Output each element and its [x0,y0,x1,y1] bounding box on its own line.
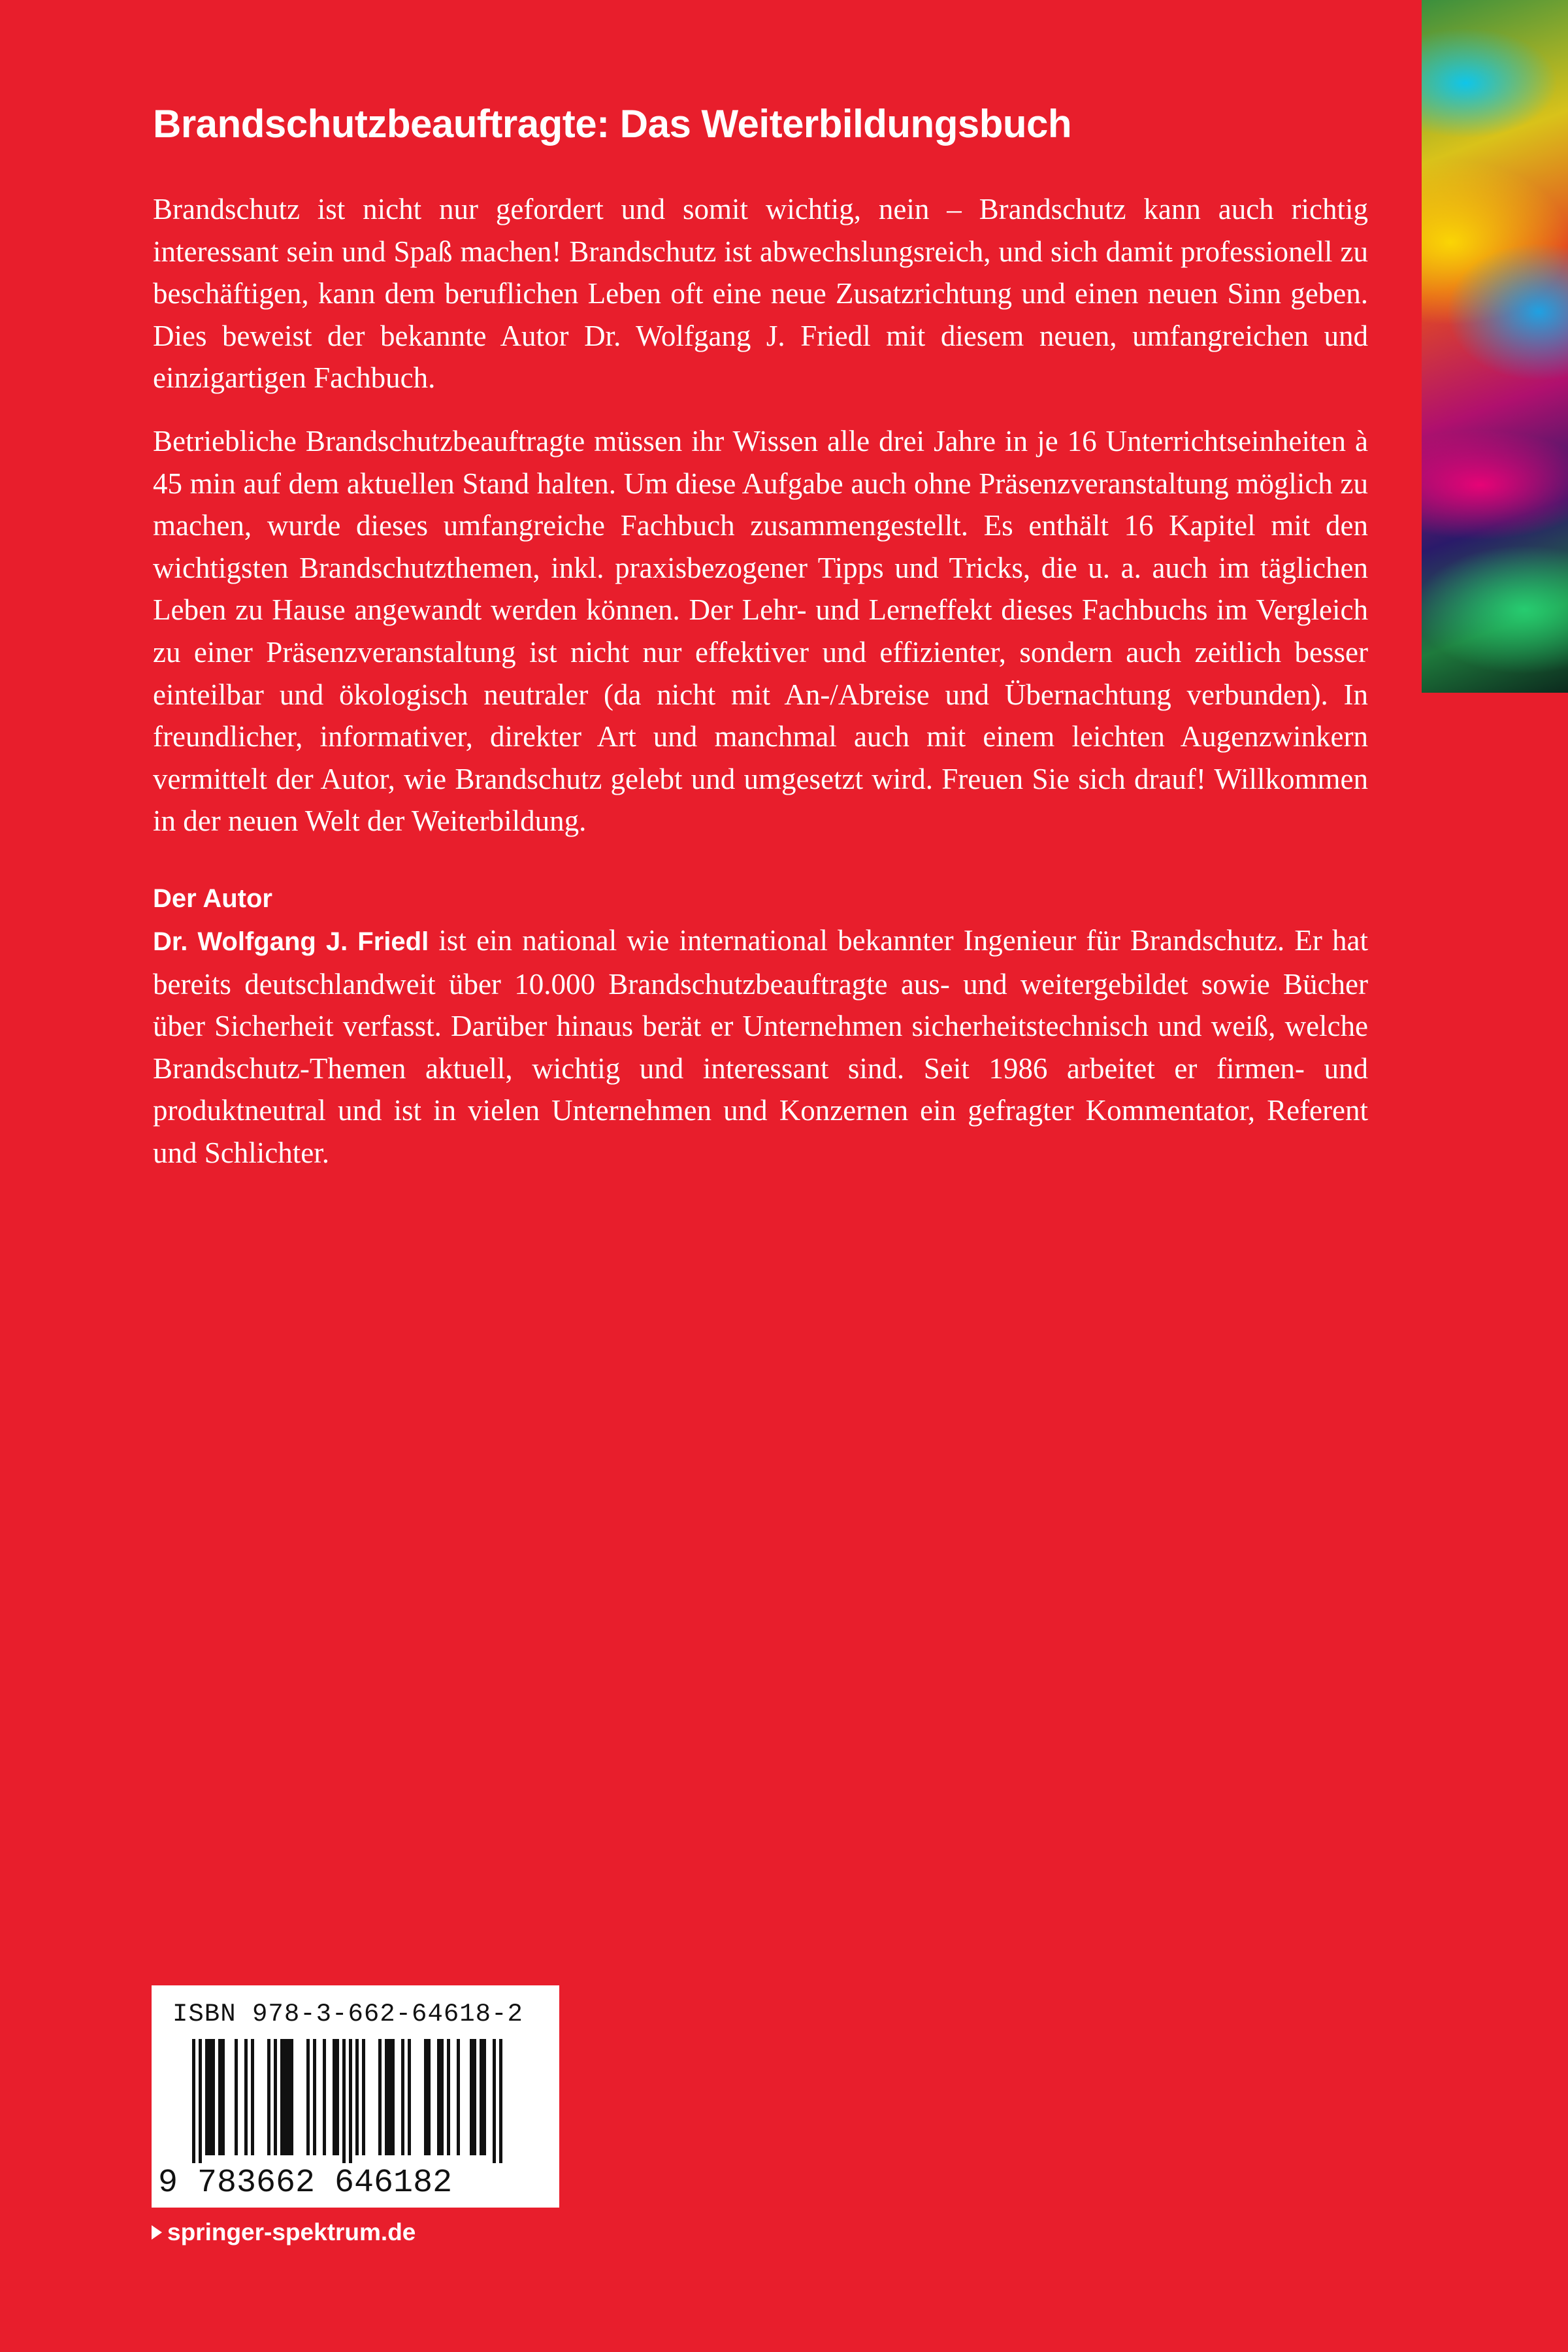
barcode-bar [267,2039,270,2155]
barcode-bar [499,2039,502,2163]
barcode-bar [333,2039,336,2155]
barcode-bar [313,2039,316,2155]
barcode-bar [483,2039,486,2155]
barcode-bar [424,2039,427,2155]
description-paragraph-2: Betriebliche Brandschutzbeauftragte müssen ihr Wissen alle drei Jahre in je 16 Unterrichtseinheiten à 45 min auf dem aktuellen Stand halten. Um diese Aufgabe auch ohne Präsenzveranstaltung möglich zu machen, wurde dieses umfangreiche Fachbuch zusammengestellt. Es enthält 16 Kapitel mit den wichtigsten Brandschutzthemen, inkl. praxisbezogener Tipps und Tricks, die u. a. auch im täglichen Leben zu Hause angewandt werden können. Der Lehr- und Lerneffekt dieses Fachbuchs im Vergleich zu einer Präsenzveranstaltung ist nicht nur effektiver und effizienter, sondern auch zeitlich besser einteilbar und ökologisch neutraler (da nicht mit An-/Abreise und Übernachtung verbunden). In freundlicher, informativer, direkter Art und manchmal auch mit einem leichten Augenzwinkern vermittelt der Autor, wie Brandschutz gelebt und umgesetzt wird. Freuen Sie sich drauf! Willkommen in der neuen Welt der Weiterbildung. [153,424,1368,838]
barcode-bar [480,2039,483,2155]
barcode-bar [284,2039,287,2155]
author-bio [153,919,1368,1174]
barcode-bar [290,2039,293,2155]
book-title: Brandschutzbeauftragte: Das Weiterbildungsbuch [153,102,1072,146]
website-url: springer-spektrum.de [167,2219,416,2245]
barcode-bar [437,2039,440,2155]
barcode-bar [274,2039,277,2155]
barcode-bar [342,2039,346,2163]
barcode-bar [336,2039,339,2155]
barcode-bar [447,2039,450,2155]
barcode-bar [251,2039,254,2155]
barcode-bar [280,2039,284,2155]
barcode-bar [391,2039,395,2155]
barcode-bar [385,2039,388,2155]
isbn-barcode [152,1985,559,2208]
barcode-bar [192,2039,195,2163]
barcode-bar [199,2039,202,2163]
author-heading: Der Autor [153,884,272,913]
barcode-bar [440,2039,444,2155]
cover-art-strip [1422,0,1568,693]
barcode-bar [221,2039,225,2155]
barcode-bar [212,2039,215,2155]
barcode-bar [470,2039,473,2155]
barcode-bar [349,2039,352,2163]
barcode-bars [167,2039,544,2163]
barcode-bar [362,2039,365,2155]
barcode-bar [355,2039,359,2155]
barcode-bar [208,2039,212,2155]
author-name: Dr. Wolfgang J. Friedl [153,927,429,956]
barcode-bar [205,2039,208,2155]
barcode-bar [378,2039,382,2155]
publisher-website[interactable] [152,2216,416,2249]
barcode-bar [323,2039,326,2155]
barcode-bar [493,2039,496,2163]
back-cover-text [153,98,1368,1174]
isbn-label: ISBN 978-3-662-64618-2 [172,2000,523,2029]
barcode-bar [218,2039,221,2155]
barcode-bar [287,2039,290,2155]
barcode-bar [244,2039,248,2155]
barcode-bar [408,2039,411,2155]
triangle-right-icon [152,2225,162,2240]
barcode-bar [473,2039,476,2155]
barcode-bar [427,2039,431,2155]
barcode-bar [235,2039,238,2155]
barcode-bar [401,2039,404,2155]
barcode-bar [457,2039,460,2155]
barcode-bar [306,2039,310,2155]
description-paragraph-1: Brandschutz ist nicht nur gefordert und somit wichtig, nein – Brandschutz kann auch richtig interessant sein und Spaß machen! Brandschutz ist abwechslungsreich, und sich damit professionell zu beschäftigen, kann dem beruflichen Leben oft eine neue Zusatzrichtung und einen neuen Sinn geben. Dies beweist der bekannte Autor Dr. Wolfgang J. Friedl mit diesem neuen, umfangreichen und einzigartigen Fachbuch. [153,193,1368,395]
ean-digits: 9 783662 646182 [158,2164,453,2202]
barcode-bar [388,2039,391,2155]
author-bio-text: ist ein national wie international bekannter Ingenieur für Brandschutz. Er hat bereits deutschlandweit über 10.000 Brandschutzbeauftragte aus- und weitergebildet sowie Bücher über Sicherheit verfasst. Darüber hinaus berät er Unternehmen sicherheitstechnisch und weiß, welche Brandschutz-Themen aktuell, wichtig und interessant sind. Seit 1986 arbeitet er firmen- und produktneutral und ist in vielen Unternehmen und Konzernen ein gefragter Kommentator, Referent und Schlichter. [153,923,1368,1169]
